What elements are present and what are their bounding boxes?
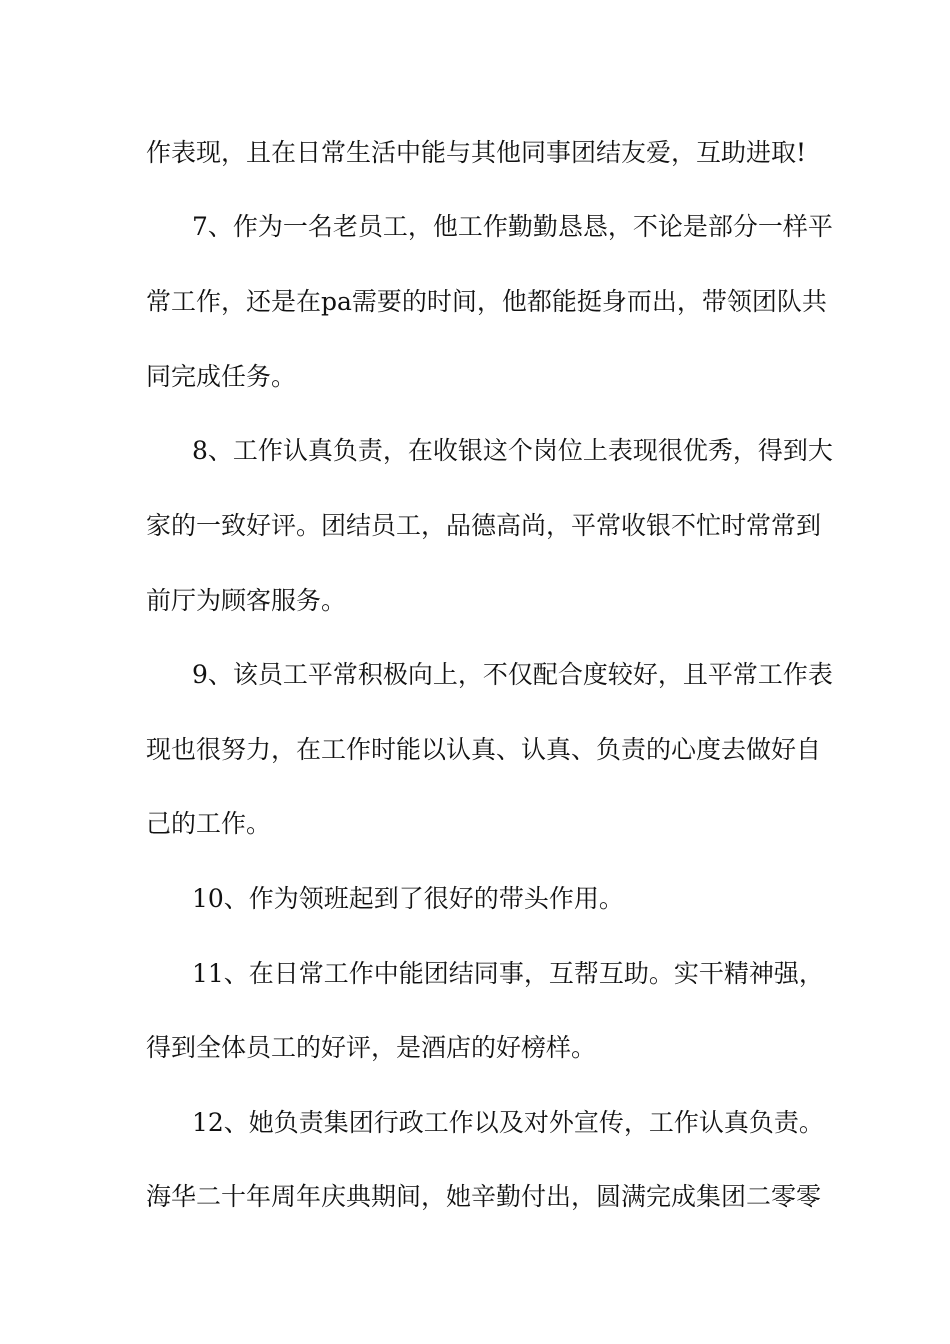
paragraph-7-start: 7、作为一名老员工，他工作勤勤恳恳，不论是部分一样平 (192, 212, 833, 241)
paragraph-11-start: 11、在日常工作中能团结同事，互帮互助。实干精神强， (192, 959, 824, 988)
paragraph-10-start: 10、作为领班起到了很好的带头作用。 (192, 884, 624, 913)
paragraph-9-start: 9、该员工平常积极向上，不仅配合度较好，且平常工作表 (192, 660, 833, 689)
text-line: 家的一致好评。团结员工，品德高尚，平常收银不忙时常常到 (146, 511, 822, 540)
text-line: 常工作，还是在pa需要的时间，他都能挺身而出，带领团队共 (146, 287, 827, 316)
text-line: 现也很努力，在工作时能以认真、认真、负责的心度去做好自 (146, 735, 822, 764)
text-line: 己的工作。 (146, 809, 272, 838)
text-line: 作表现，且在日常生活中能与其他同事团结友爱，互助进取! (146, 138, 807, 167)
text-line: 前厅为顾客服务。 (146, 586, 347, 615)
paragraph-8-start: 8、工作认真负责，在收银这个岗位上表现很优秀，得到大 (192, 436, 833, 465)
text-line: 海华二十年周年庆典期间，她辛勤付出，圆满完成集团二零零 (146, 1182, 822, 1211)
text-line: 得到全体员工的好评，是酒店的好榜样。 (146, 1033, 597, 1062)
paragraph-12-start: 12、她负责集团行政工作以及对外宣传，工作认真负责。 (192, 1108, 824, 1137)
text-line: 同完成任务。 (146, 362, 297, 391)
